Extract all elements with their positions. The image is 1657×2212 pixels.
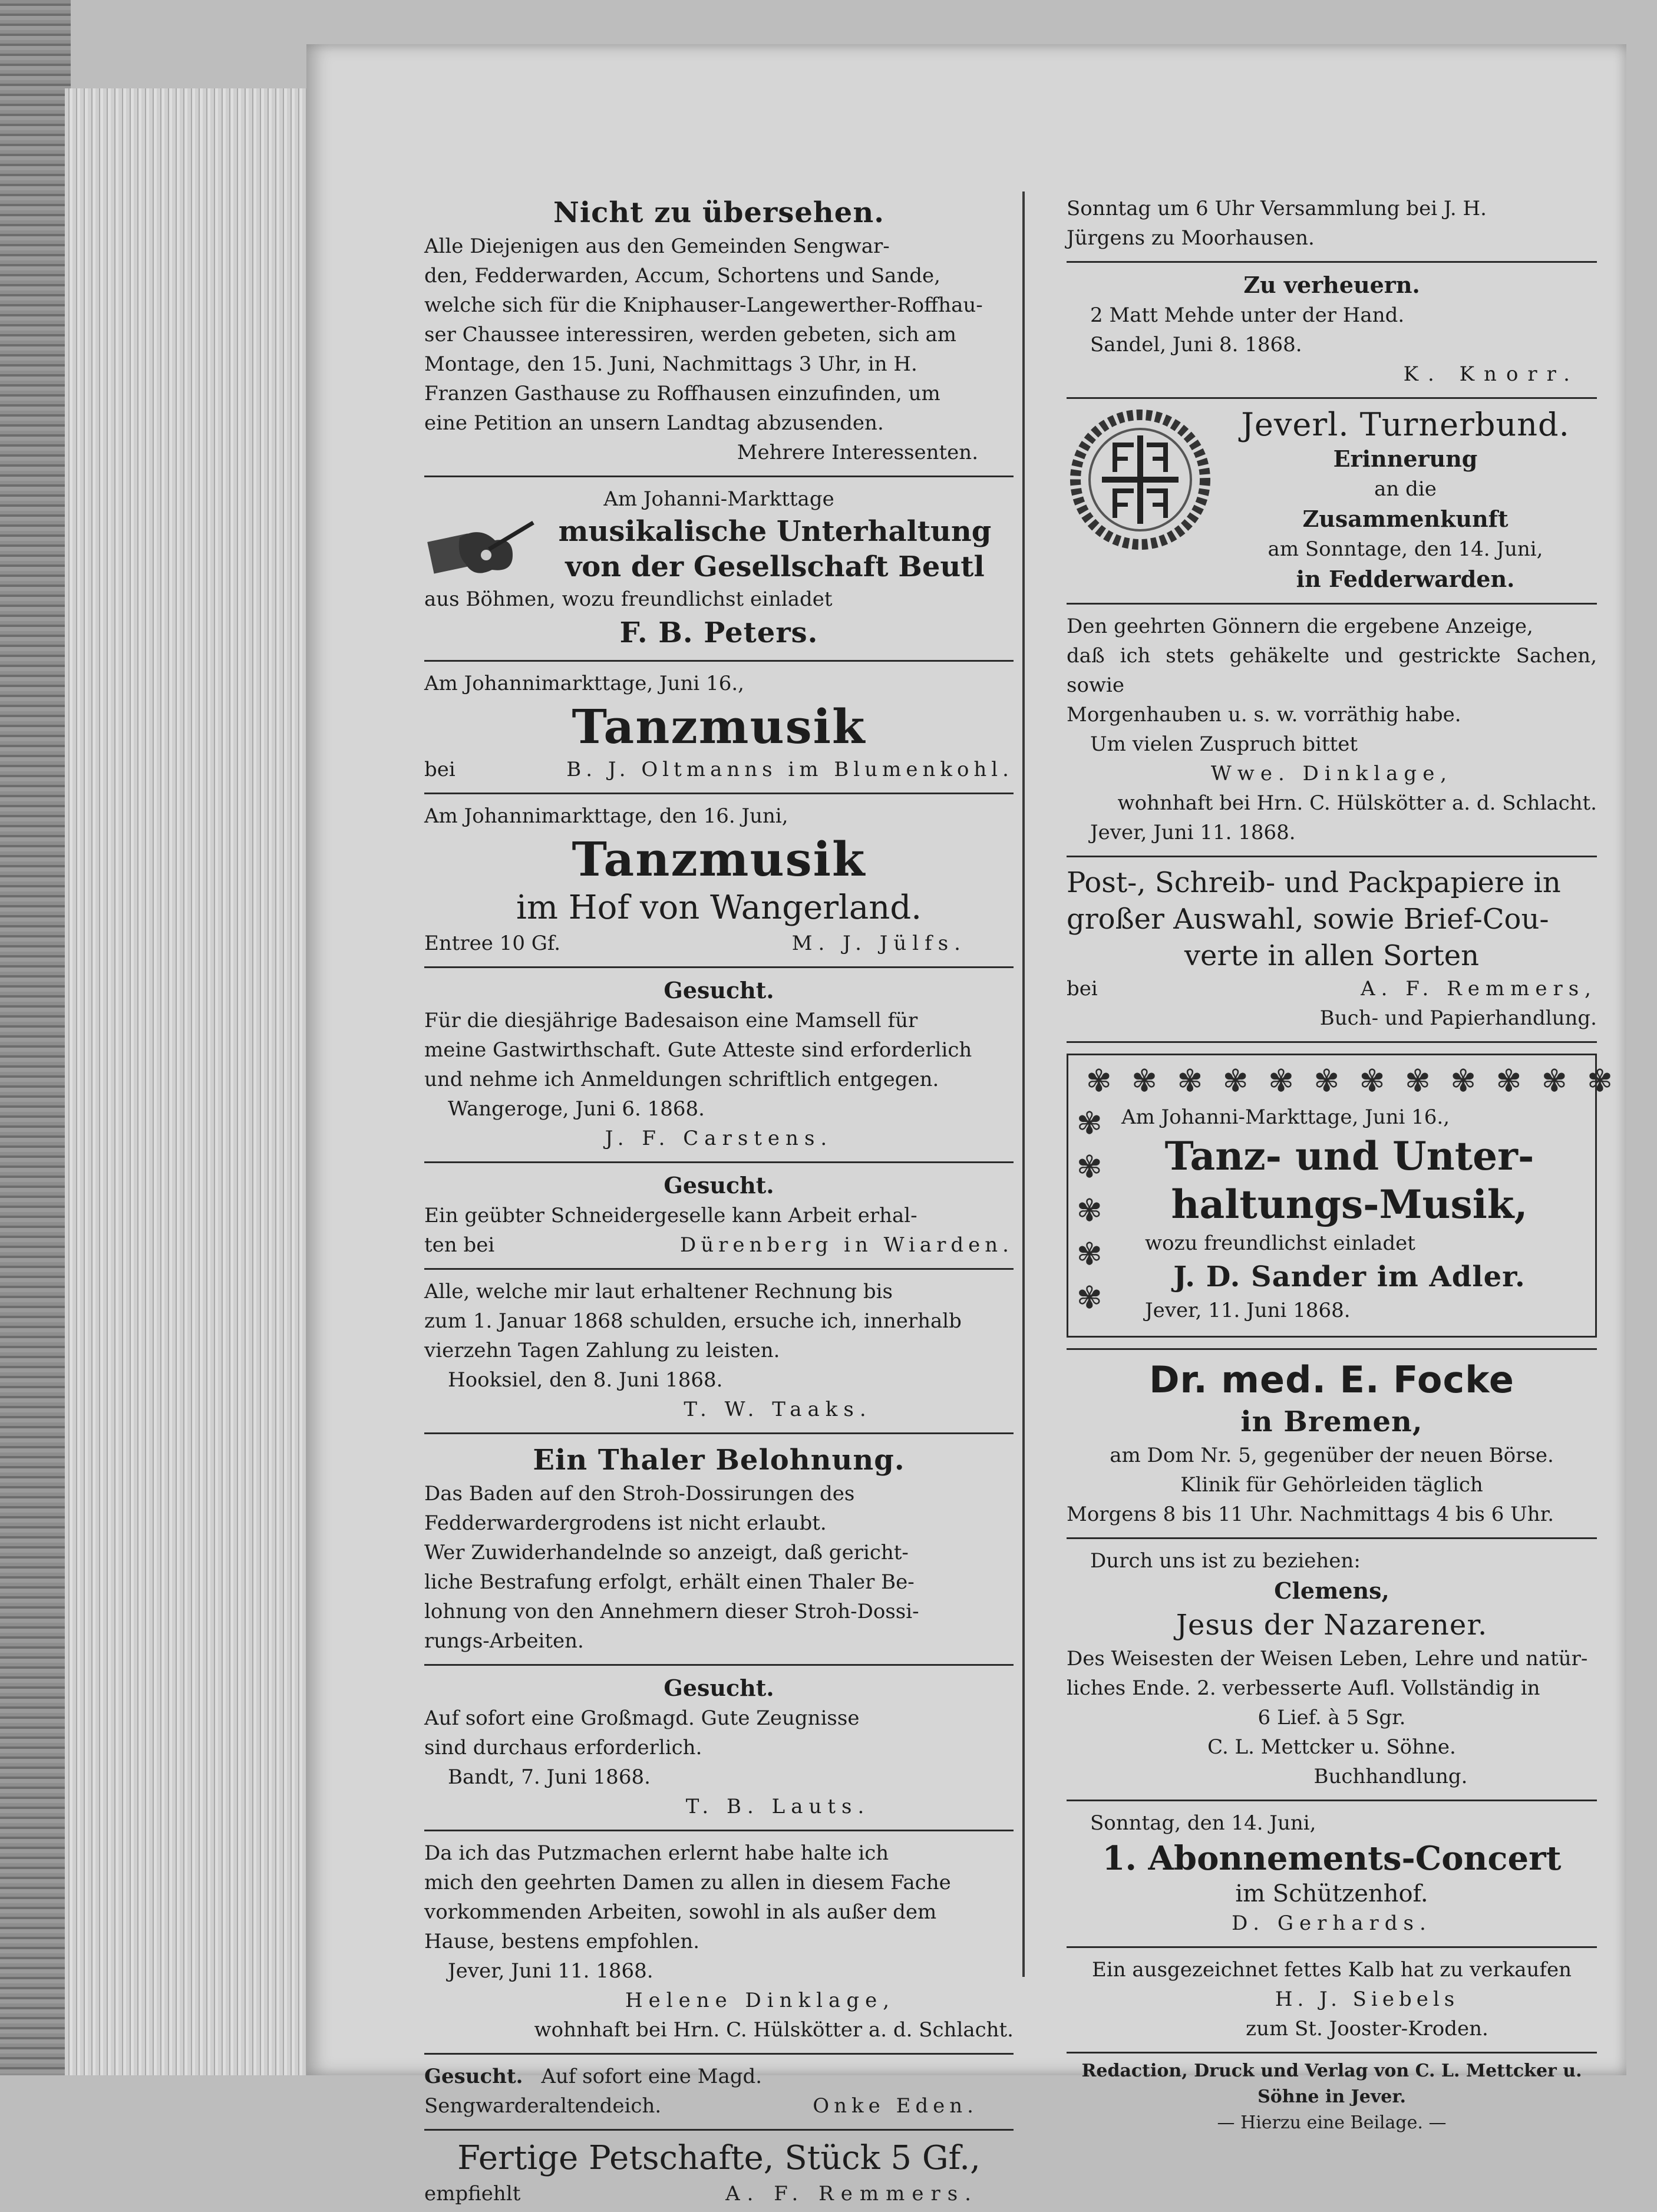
ad-signature: Onke Eden. — [813, 2094, 978, 2118]
ad-title: Tanzmusik — [572, 699, 866, 754]
ad-line: sind durchaus erforderlich. — [424, 1736, 702, 1759]
flower-ornament-icon: ✾ — [1222, 1064, 1249, 1099]
ad-signature: Mehrere Interessenten. — [737, 441, 978, 464]
ad-author: Clemens, — [1274, 1577, 1389, 1604]
ad-putzmachen — [424, 1836, 1014, 2048]
ad-line: empfiehlt — [424, 2182, 521, 2206]
ad-bei: ten bei — [424, 1233, 495, 1257]
imprint: Redaction, Druck und Verlag von C. L. Mettcker u. Söhne in Jever. — [1081, 2061, 1582, 2107]
ad-intro: Am Johanni-Markttage — [603, 487, 834, 511]
flower-ornament-icon: ✾ — [1496, 1064, 1522, 1099]
ad-line: liches Ende. 2. verbesserte Aufl. Vollständig in — [1067, 1676, 1540, 1700]
ad-line: Franzen Gasthause zu Roffhausen einzufinden, um — [424, 382, 940, 405]
ad-line: Morgenhauben u. s. w. vorräthig habe. — [1067, 703, 1461, 727]
ad-title: Gesucht. — [664, 1172, 774, 1199]
ad-bei: bei — [1067, 977, 1098, 1001]
ad-line: Ein geübter Schneidergeselle kann Arbeit erhal- — [424, 1204, 917, 1227]
right-column — [1067, 192, 1613, 2136]
ad-title: haltungs-Musik, — [1171, 1181, 1528, 1227]
ad-line: Da ich das Putzmachen erlernt habe halte ich — [424, 1841, 889, 1865]
flower-ornament-icon: ✾ — [1077, 1280, 1103, 1316]
ad-gesucht-grossmagd — [424, 1670, 1014, 1825]
ad-sub: Buch- und Papierhandlung. — [1319, 1006, 1597, 1030]
flower-ornament-icon: ✾ — [1086, 1064, 1112, 1099]
ad-line: Hause, bestens empfohlen. — [424, 1930, 700, 1953]
ad-line: Auf sofort eine Magd. — [541, 2065, 763, 2088]
flower-ornament-icon: ✾ — [1177, 1064, 1203, 1099]
ad-line: großer Auswahl, sowie Brief-Cou- — [1067, 903, 1549, 936]
ad-title: Gesucht. — [664, 1675, 774, 1701]
ad-place: Hooksiel, den 8. Juni 1868. — [448, 1368, 723, 1392]
divider — [1067, 1800, 1597, 1801]
ad-title: Gesucht. — [664, 977, 774, 1003]
ad-line: aus Böhmen, wozu freundlichst einladet — [424, 587, 833, 611]
ad-line: und nehme ich Anmeldungen schriftlich entgegen. — [424, 1068, 939, 1091]
book-binding — [0, 0, 71, 2075]
ad-gesucht-mamsell — [424, 973, 1014, 1157]
divider — [424, 476, 1014, 477]
divider — [424, 793, 1014, 794]
ad-title: Jeverl. Turnerbund. — [1241, 406, 1570, 443]
flower-ornament-icon: ✾ — [1313, 1064, 1340, 1099]
ad-gesucht-magd — [424, 2059, 1014, 2124]
ad-signature: D. Gerhards. — [1232, 1911, 1432, 1935]
ad-line: Wer Zuwiderhandelnde so anzeigt, daß gericht- — [424, 1541, 909, 1564]
ad-line: Für die diesjährige Badesaison eine Mamsell für — [424, 1009, 918, 1032]
flower-ornament-icon: ✾ — [1077, 1150, 1103, 1185]
ad-title: Gesucht. — [424, 2065, 523, 2088]
ad-line: verte in allen Sorten — [1184, 939, 1480, 972]
ad-musikalische-unterhaltung — [424, 482, 1014, 655]
ad-place: Jever, 11. Juni 1868. — [1145, 1299, 1351, 1322]
ad-dr-focke — [1067, 1355, 1597, 1533]
ad-subtitle: von der Gesellschaft Beutl — [565, 550, 985, 583]
ad-intro: Am Johanni-Markttage, Juni 16., — [1121, 1105, 1450, 1129]
ad-line: vierzehn Tagen Zahlung zu leisten. — [424, 1339, 780, 1362]
ad-signature: T. W. Taaks. — [684, 1398, 872, 1421]
ad-thaler-belohnung — [424, 1439, 1014, 1659]
ad-subtitle: Erinnerung — [1333, 445, 1478, 472]
ad-line: mich den geehrten Damen zu allen in diesem Fache — [424, 1871, 951, 1894]
ad-nicht-zu-uebersehen — [424, 192, 1014, 471]
ad-signature: B. J. Oltmanns im Blumenkohl. — [566, 758, 1014, 781]
ad-jesus-nazarener — [1067, 1544, 1597, 1795]
ad-title: Ein Thaler Belohnung. — [533, 1444, 905, 1477]
divider — [424, 660, 1014, 662]
ad-line: Alle Diejenigen aus den Gemeinden Sengwar- — [424, 235, 890, 258]
ad-line: liche Bestrafung erfolgt, erhält einen Thaler Be- — [424, 1570, 915, 1594]
ad-signature: A. F. Remmers. — [725, 2182, 978, 2206]
violin-icon — [424, 514, 536, 585]
ad-intro: Am Johannimarkttage, Juni 16., — [424, 672, 744, 695]
flower-ornament-icon: ✾ — [1077, 1193, 1103, 1229]
ad-line: zum 1. Januar 1868 schulden, ersuche ich, innerhalb — [424, 1309, 962, 1333]
ad-tanzmusik-wangerland — [424, 799, 1014, 962]
flower-ornament-icon: ✾ — [1131, 1064, 1157, 1099]
ad-line: ser Chaussee interessiren, werden gebeten, sich am — [424, 323, 956, 346]
flower-ornament-icon: ✾ — [1268, 1064, 1294, 1099]
ad-title: Dr. med. E. Focke — [1149, 1358, 1514, 1401]
ad-place: zum St. Jooster-Kroden. — [1246, 2017, 1488, 2041]
ad-line: den, Fedderwarden, Accum, Schortens und Sande, — [424, 264, 940, 288]
divider — [424, 1268, 1014, 1270]
ad-signature: Helene Dinklage, — [625, 1989, 896, 2012]
ad-signature: A. F. Remmers, — [1361, 977, 1597, 1001]
ad-dinklage-handarbeit — [1067, 609, 1597, 851]
divider — [1067, 2052, 1597, 2053]
ad-line: rungs-Arbeiten. — [424, 1629, 584, 1653]
divider — [424, 2053, 1014, 2055]
ad-signature: Wwe. Dinklage, — [1210, 762, 1453, 785]
ad-place: in Fedderwarden. — [1296, 566, 1515, 592]
ad-title: Fertige Petschafte, Stück 5 Gf., — [457, 2139, 981, 2177]
divider — [424, 1664, 1014, 1666]
ad-line: Alle, welche mir laut erhaltener Rechnung bis — [424, 1280, 893, 1303]
ad-petschafte — [424, 2135, 1014, 2212]
ad-title: Jesus der Nazarener. — [1176, 1609, 1488, 1642]
ad-line: welche sich für die Kniphauser-Langewerther-Roffhau- — [424, 293, 983, 317]
ad-abonnements-concert — [1067, 1806, 1597, 1942]
ad-signature: J. F. Carstens. — [605, 1127, 833, 1150]
ad-place: Jever, Juni 11. 1868. — [1090, 821, 1296, 844]
column-rule — [1022, 192, 1025, 1977]
ad-line: Montage, den 15. Juni, Nachmittags 3 Uhr, in H. — [424, 352, 917, 376]
ad-line: Das Baden auf den Stroh-Dossirungen des — [424, 1482, 855, 1506]
ad-signature: Dürenberg in Wiarden. — [679, 1233, 1014, 1257]
ad-line: eine Petition an unsern Landtag abzusenden. — [424, 411, 884, 435]
ad-place: im Hof von Wangerland. — [516, 889, 922, 927]
ad-gesucht-schneider — [424, 1168, 1014, 1263]
ad-title: Tanz- und Unter- — [1164, 1133, 1534, 1179]
flower-ornament-icon: ✾ — [1077, 1106, 1103, 1141]
ad-kalb — [1067, 1953, 1597, 2047]
ad-versammlung — [1067, 192, 1597, 256]
ad-signature: M. J. Jülfs. — [791, 932, 966, 955]
ad-place: Sandel, Juni 8. 1868. — [1090, 333, 1302, 356]
ad-line: 6 Lief. à 5 Sgr. — [1257, 1706, 1406, 1729]
ad-signature: H. J. Siebels — [1275, 1988, 1460, 2011]
divider — [1067, 603, 1597, 605]
ad-line: Jürgens zu Moorhausen. — [1067, 226, 1315, 250]
ad-rechnung — [424, 1275, 1014, 1428]
ad-signature: J. D. Sander im Adler. — [1173, 1260, 1526, 1293]
ad-intro: Am Johannimarkttage, den 16. Juni, — [424, 804, 788, 828]
ornament-border — [1086, 1066, 1613, 1097]
ad-place: Sengwarderaltendeich. — [424, 2094, 662, 2118]
ad-place: Bandt, 7. Juni 1868. — [448, 1765, 651, 1789]
ad-signature: C. L. Mettcker u. Söhne. — [1207, 1735, 1456, 1759]
divider — [1067, 1537, 1597, 1539]
ad-line: an die — [1374, 477, 1437, 501]
flower-ornament-icon: ✾ — [1587, 1064, 1613, 1099]
ornament-border-left — [1077, 1106, 1103, 1316]
ad-bei: bei — [424, 758, 455, 781]
ad-line: Klinik für Gehörleiden täglich — [1180, 1473, 1483, 1497]
page-edges — [65, 88, 312, 2075]
ad-sub: Buchhandlung. — [1313, 1765, 1468, 1788]
ad-entry: Entree 10 Gf. — [424, 932, 561, 955]
flower-ornament-icon: ✾ — [1450, 1064, 1476, 1099]
ad-intro: Durch uns ist zu beziehen: — [1090, 1549, 1361, 1573]
ad-address: wohnhaft bei Hrn. C. Hülskötter a. d. Schlacht. — [1117, 791, 1597, 815]
ad-line: daß ich stets gehäkelte und gestrickte Sachen, sowie — [1067, 644, 1597, 697]
divider — [1067, 261, 1597, 263]
flower-ornament-icon: ✾ — [1541, 1064, 1567, 1099]
divider — [424, 1830, 1014, 1831]
divider — [1067, 397, 1597, 399]
ad-tanzmusik-blumenkohl — [424, 666, 1014, 788]
divider — [1067, 1348, 1597, 1350]
ad-city: in Bremen, — [1240, 1405, 1423, 1438]
flower-ornament-icon: ✾ — [1359, 1064, 1385, 1099]
flower-ornament-icon: ✾ — [1077, 1237, 1103, 1272]
ad-title: musikalische Unterhaltung — [558, 515, 992, 548]
ad-line: Sonntag um 6 Uhr Versammlung bei J. H. — [1067, 197, 1487, 220]
turner-wreath-icon — [1067, 406, 1214, 553]
lyre-row — [424, 514, 1014, 585]
ad-line: lohnung von den Annehmern dieser Stroh-Dossi- — [424, 1600, 919, 1623]
ad-date: am Sonntage, den 14. Juni, — [1267, 537, 1543, 561]
ad-line: wozu freundlichst einladet — [1145, 1232, 1415, 1255]
ad-intro: Sonntag, den 14. Juni, — [1090, 1811, 1316, 1835]
divider — [1067, 1041, 1597, 1043]
ad-address: wohnhaft bei Hrn. C. Hülskötter a. d. Schlacht. — [534, 2018, 1014, 2042]
divider — [1067, 1946, 1597, 1948]
ad-title: 1. Abonnements-Concert — [1102, 1839, 1562, 1878]
ad-line: Den geehrten Gönnern die ergebene Anzeige, — [1067, 615, 1533, 638]
ad-line: Auf sofort eine Großmagd. Gute Zeugnisse — [424, 1706, 860, 1730]
ad-title: Zu verheuern. — [1243, 272, 1420, 298]
ad-event: Zusammenkunft — [1302, 506, 1509, 532]
ad-signature: K. Knorr. — [1403, 362, 1579, 386]
ad-line: Morgens 8 bis 11 Uhr. Nachmittags 4 bis 6 Uhr. — [1067, 1503, 1554, 1526]
ad-signature: T. B. Lauts. — [685, 1795, 870, 1818]
left-column — [424, 192, 1014, 2212]
ad-signature: F. B. Peters. — [619, 616, 818, 649]
ad-title: Nicht zu übersehen. — [553, 196, 884, 229]
ad-place: Jever, Juni 11. 1868. — [448, 1959, 653, 1983]
ad-place: Wangeroge, Juni 6. 1868. — [448, 1097, 705, 1121]
ad-place: im Schützenhof. — [1235, 1880, 1428, 1907]
divider — [424, 1161, 1014, 1163]
ad-line: am Dom Nr. 5, gegenüber der neuen Börse. — [1110, 1444, 1554, 1467]
divider — [1067, 856, 1597, 857]
ad-line: meine Gastwirthschaft. Gute Atteste sind erforderlich — [424, 1038, 972, 1062]
ad-turnerbund — [1067, 404, 1597, 598]
divider — [424, 1432, 1014, 1434]
flower-ornament-icon: ✾ — [1405, 1064, 1431, 1099]
newspaper-page — [306, 44, 1626, 2206]
divider — [424, 2129, 1014, 2131]
divider — [424, 966, 1014, 968]
ad-papiere — [1067, 862, 1597, 1036]
supplement-note: — Hierzu eine Beilage. — — [1217, 2112, 1447, 2133]
ad-line: Post-, Schreib- und Packpapiere in — [1067, 866, 1561, 899]
ad-zu-verheuern — [1067, 268, 1597, 392]
ad-line: Fedderwardergrodens ist nicht erlaubt. — [424, 1511, 827, 1535]
ad-line: 2 Matt Mehde unter der Hand. — [1090, 303, 1405, 327]
ad-tanz-unterhaltung — [1067, 1054, 1613, 1338]
ad-title: Tanzmusik — [572, 831, 866, 887]
ad-line: Ein ausgezeichnet fettes Kalb hat zu verkaufen — [1092, 1958, 1572, 1982]
ad-line: vorkommenden Arbeiten, sowohl in als außer dem — [424, 1900, 937, 1924]
ad-line: Des Weisesten der Weisen Leben, Lehre und natür- — [1067, 1647, 1588, 1670]
ad-line: Um vielen Zuspruch bittet — [1090, 732, 1358, 756]
